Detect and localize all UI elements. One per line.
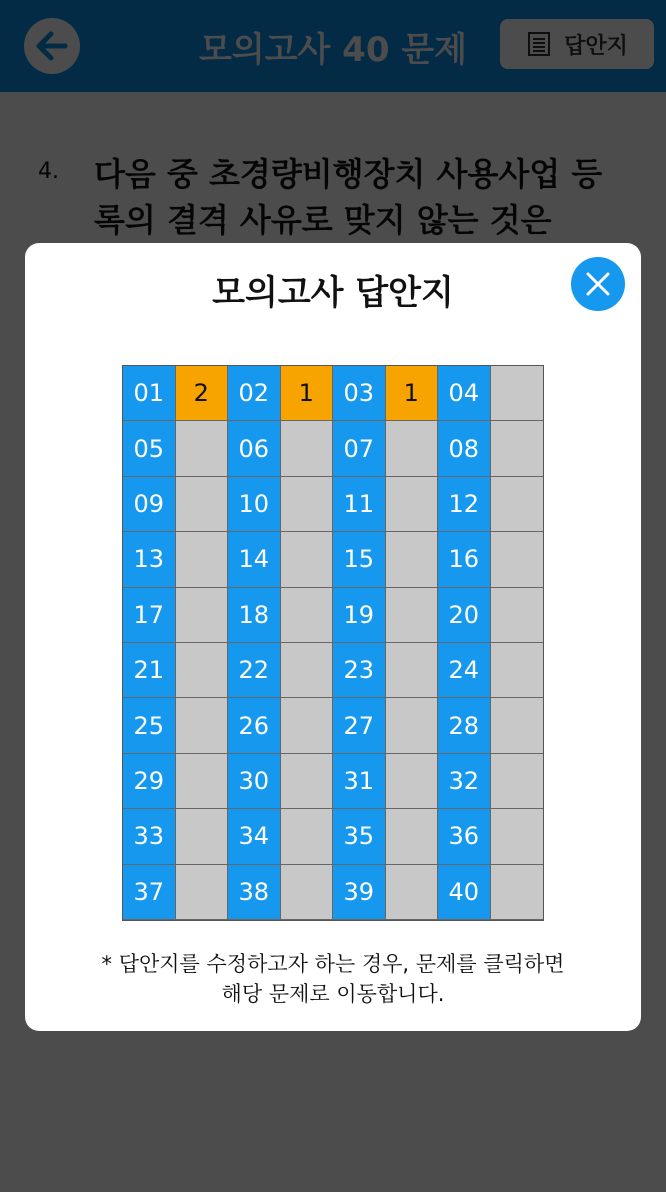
question-number-cell[interactable]: 08 bbox=[438, 421, 491, 476]
answer-cell[interactable] bbox=[176, 754, 229, 809]
question-number-cell[interactable]: 15 bbox=[333, 532, 386, 587]
answer-cell[interactable]: 1 bbox=[386, 366, 439, 421]
answer-cell[interactable] bbox=[386, 532, 439, 587]
question-number-cell[interactable]: 10 bbox=[228, 477, 281, 532]
answer-cell[interactable]: 1 bbox=[281, 366, 334, 421]
answer-cell[interactable] bbox=[281, 754, 334, 809]
answer-cell[interactable] bbox=[176, 809, 229, 864]
answer-cell[interactable] bbox=[386, 754, 439, 809]
answer-cell[interactable] bbox=[491, 643, 544, 698]
question-number-cell[interactable]: 27 bbox=[333, 698, 386, 753]
question-number-cell[interactable]: 02 bbox=[228, 366, 281, 421]
answer-cell[interactable] bbox=[281, 865, 334, 920]
answer-cell[interactable] bbox=[176, 477, 229, 532]
question-number-cell[interactable]: 30 bbox=[228, 754, 281, 809]
question-number-cell[interactable]: 25 bbox=[123, 698, 176, 753]
question-number-cell[interactable]: 35 bbox=[333, 809, 386, 864]
question-number-cell[interactable]: 05 bbox=[123, 421, 176, 476]
question-number-cell[interactable]: 11 bbox=[333, 477, 386, 532]
question-number-cell[interactable]: 18 bbox=[228, 588, 281, 643]
question-number-cell[interactable]: 17 bbox=[123, 588, 176, 643]
question-number-cell[interactable]: 21 bbox=[123, 643, 176, 698]
question-number-cell[interactable]: 09 bbox=[123, 477, 176, 532]
footnote-line-1: * 답안지를 수정하고자 하는 경우, 문제를 클릭하면 bbox=[101, 952, 565, 976]
question-number-cell[interactable]: 14 bbox=[228, 532, 281, 587]
answer-cell[interactable] bbox=[281, 698, 334, 753]
question-number-cell[interactable]: 28 bbox=[438, 698, 491, 753]
answer-cell[interactable] bbox=[491, 865, 544, 920]
question-number-cell[interactable]: 23 bbox=[333, 643, 386, 698]
answer-cell[interactable] bbox=[281, 532, 334, 587]
question-number-cell[interactable]: 22 bbox=[228, 643, 281, 698]
answer-cell[interactable] bbox=[386, 477, 439, 532]
question-number-cell[interactable]: 33 bbox=[123, 809, 176, 864]
question-number-cell[interactable]: 31 bbox=[333, 754, 386, 809]
close-icon bbox=[584, 270, 612, 298]
answer-cell[interactable] bbox=[281, 477, 334, 532]
answer-cell[interactable] bbox=[176, 643, 229, 698]
modal-title: 모의고사 답안지 bbox=[212, 273, 454, 313]
question-number-cell[interactable]: 06 bbox=[228, 421, 281, 476]
answer-cell[interactable] bbox=[176, 532, 229, 587]
answer-cell[interactable] bbox=[491, 421, 544, 476]
modal-footnote bbox=[25, 949, 641, 1009]
answer-cell[interactable] bbox=[491, 532, 544, 587]
question-number-cell[interactable]: 36 bbox=[438, 809, 491, 864]
answer-grid bbox=[122, 365, 544, 921]
question-number-cell[interactable]: 32 bbox=[438, 754, 491, 809]
answer-cell[interactable] bbox=[491, 754, 544, 809]
answer-cell[interactable] bbox=[176, 588, 229, 643]
answer-cell[interactable] bbox=[491, 477, 544, 532]
question-number-cell[interactable]: 13 bbox=[123, 532, 176, 587]
answer-cell[interactable] bbox=[491, 588, 544, 643]
answer-cell[interactable] bbox=[281, 643, 334, 698]
question-number-cell[interactable]: 12 bbox=[438, 477, 491, 532]
answer-cell[interactable]: 2 bbox=[176, 366, 229, 421]
question-number-cell[interactable]: 26 bbox=[228, 698, 281, 753]
answer-cell[interactable] bbox=[281, 421, 334, 476]
answer-cell[interactable] bbox=[281, 588, 334, 643]
answer-cell[interactable] bbox=[491, 809, 544, 864]
question-number-cell[interactable]: 34 bbox=[228, 809, 281, 864]
question-number-cell[interactable]: 39 bbox=[333, 865, 386, 920]
answer-sheet-modal bbox=[25, 243, 641, 1031]
question-number-cell[interactable]: 19 bbox=[333, 588, 386, 643]
close-button[interactable] bbox=[571, 257, 625, 311]
answer-cell[interactable] bbox=[491, 698, 544, 753]
footnote-line-2: 해당 문제로 이동합니다. bbox=[221, 982, 445, 1006]
question-number-cell[interactable]: 07 bbox=[333, 421, 386, 476]
answer-cell[interactable] bbox=[386, 698, 439, 753]
question-number-cell[interactable]: 29 bbox=[123, 754, 176, 809]
question-number-cell[interactable]: 03 bbox=[333, 366, 386, 421]
question-number-cell[interactable]: 37 bbox=[123, 865, 176, 920]
answer-cell[interactable] bbox=[386, 421, 439, 476]
answer-cell[interactable] bbox=[176, 421, 229, 476]
question-number-cell[interactable]: 24 bbox=[438, 643, 491, 698]
question-number-cell[interactable]: 38 bbox=[228, 865, 281, 920]
question-number-cell[interactable]: 20 bbox=[438, 588, 491, 643]
answer-cell[interactable] bbox=[386, 865, 439, 920]
answer-cell[interactable] bbox=[281, 809, 334, 864]
question-number-cell[interactable]: 16 bbox=[438, 532, 491, 587]
question-number-cell[interactable]: 01 bbox=[123, 366, 176, 421]
question-number-cell[interactable]: 04 bbox=[438, 366, 491, 421]
answer-cell[interactable] bbox=[386, 588, 439, 643]
answer-cell[interactable] bbox=[491, 366, 544, 421]
answer-cell[interactable] bbox=[386, 809, 439, 864]
answer-cell[interactable] bbox=[386, 643, 439, 698]
answer-cell[interactable] bbox=[176, 698, 229, 753]
question-number-cell[interactable]: 40 bbox=[438, 865, 491, 920]
answer-cell[interactable] bbox=[176, 865, 229, 920]
